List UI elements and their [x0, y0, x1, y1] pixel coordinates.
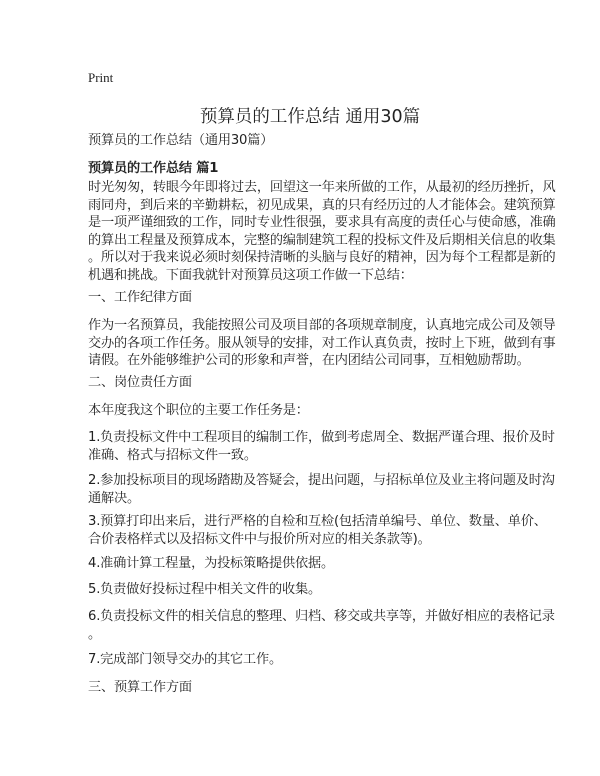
paragraph-line: 作为一名预算员，我能按照公司及项目部的各项规章制度，认真地完成公司及领导 — [88, 318, 556, 333]
paragraph — [88, 608, 555, 643]
paragraph — [88, 679, 528, 697]
section-heading — [88, 160, 528, 178]
paragraph — [88, 289, 528, 307]
paragraph-line: 本年度我这个职位的主要工作任务是： — [88, 403, 309, 418]
paragraph-line: 三、预算工作方面 — [88, 680, 192, 695]
print-link[interactable]: Print — [88, 70, 114, 85]
paragraph-line: 1.负责投标文件中工程项目的编制工作，做到考虑周全、数据严谨合理、报价及时 — [88, 430, 555, 445]
paragraph-line: 通解决。 — [88, 490, 140, 506]
subtitle-text: 预算员的工作总结（通用30篇） — [88, 133, 274, 148]
paragraph-line: 4.准确计算工程量，为投标策略提供依据。 — [88, 556, 334, 571]
paragraph-line: 雨同舟，到后来的辛勤耕耘，初见成果，真的只有经历过的人才能体会。建筑预算 — [88, 197, 556, 213]
paragraph-line: 二、岗位责任方面 — [88, 375, 192, 390]
paragraph-line: 2.参加投标项目的现场踏勘及答疑会，提出问题，与招标单位及业主将问题及时沟 — [88, 473, 555, 488]
paragraph — [88, 402, 528, 420]
paragraph-line: 3.预算打印出来后，进行严格的自检和互检(包括清单编号、单位、数量、单价、 — [88, 514, 547, 529]
paragraph — [88, 555, 528, 573]
paragraph-line: 是一项严谨细致的工作，同时专业性很强，要求具有高度的责任心与使命感，准确 — [88, 215, 556, 230]
paragraph-line: 6.负责投标文件的相关信息的整理、归档、移交或共享等，并做好相应的表格记录 — [88, 609, 555, 624]
paragraph-line: 的算出工程量及预算成本，完整的编制建筑工程的投标文件及后期相关信息的收集 — [88, 232, 556, 248]
paragraph-line: 请假。在外能够维护公司的形象和声誉，在内团结公司同事，互相勉励帮助。 — [88, 353, 530, 368]
paragraph-line: 。 — [88, 626, 101, 642]
paragraph — [88, 581, 528, 599]
paragraph — [88, 179, 556, 284]
paragraph-line: 7.完成部门领导交办的其它工作。 — [88, 652, 283, 667]
paragraph-line: 合价表格样式以及招标文件中与报价所对应的相关条款等)。 — [88, 531, 431, 547]
subtitle — [88, 132, 528, 150]
page-title: 预算员的工作总结 通用30篇 — [199, 107, 421, 127]
heading-text: 预算员的工作总结 篇1 — [88, 161, 219, 176]
paragraph-line: 准确、格式与招标文件一致。 — [88, 447, 257, 463]
paragraph-line: 一、工作纪律方面 — [88, 290, 192, 305]
paragraph-line: 交办的各项工作任务。服从领导的安排，对工作认真负责，按时上下班，做到有事 — [88, 335, 556, 351]
paragraph-line: 5.负责做好投标过程中相关文件的收集。 — [88, 582, 321, 597]
paragraph — [88, 513, 547, 548]
paragraph — [88, 651, 528, 669]
paragraph — [88, 472, 555, 507]
paragraph-line: 。所以对于我来说必须时刻保持清晰的头脑与良好的精神，因为每个工程都是新的 — [88, 250, 556, 265]
paragraph-line: 时光匆匆，转眼今年即将过去，回望这一年来所做的工作，从最初的经历挫折，风 — [88, 180, 556, 195]
paragraph — [88, 374, 528, 392]
paragraph — [88, 429, 555, 464]
paragraph — [88, 317, 556, 370]
paragraph-line: 机遇和挑战。下面我就针对预算员这项工作做一下总结： — [88, 267, 413, 283]
